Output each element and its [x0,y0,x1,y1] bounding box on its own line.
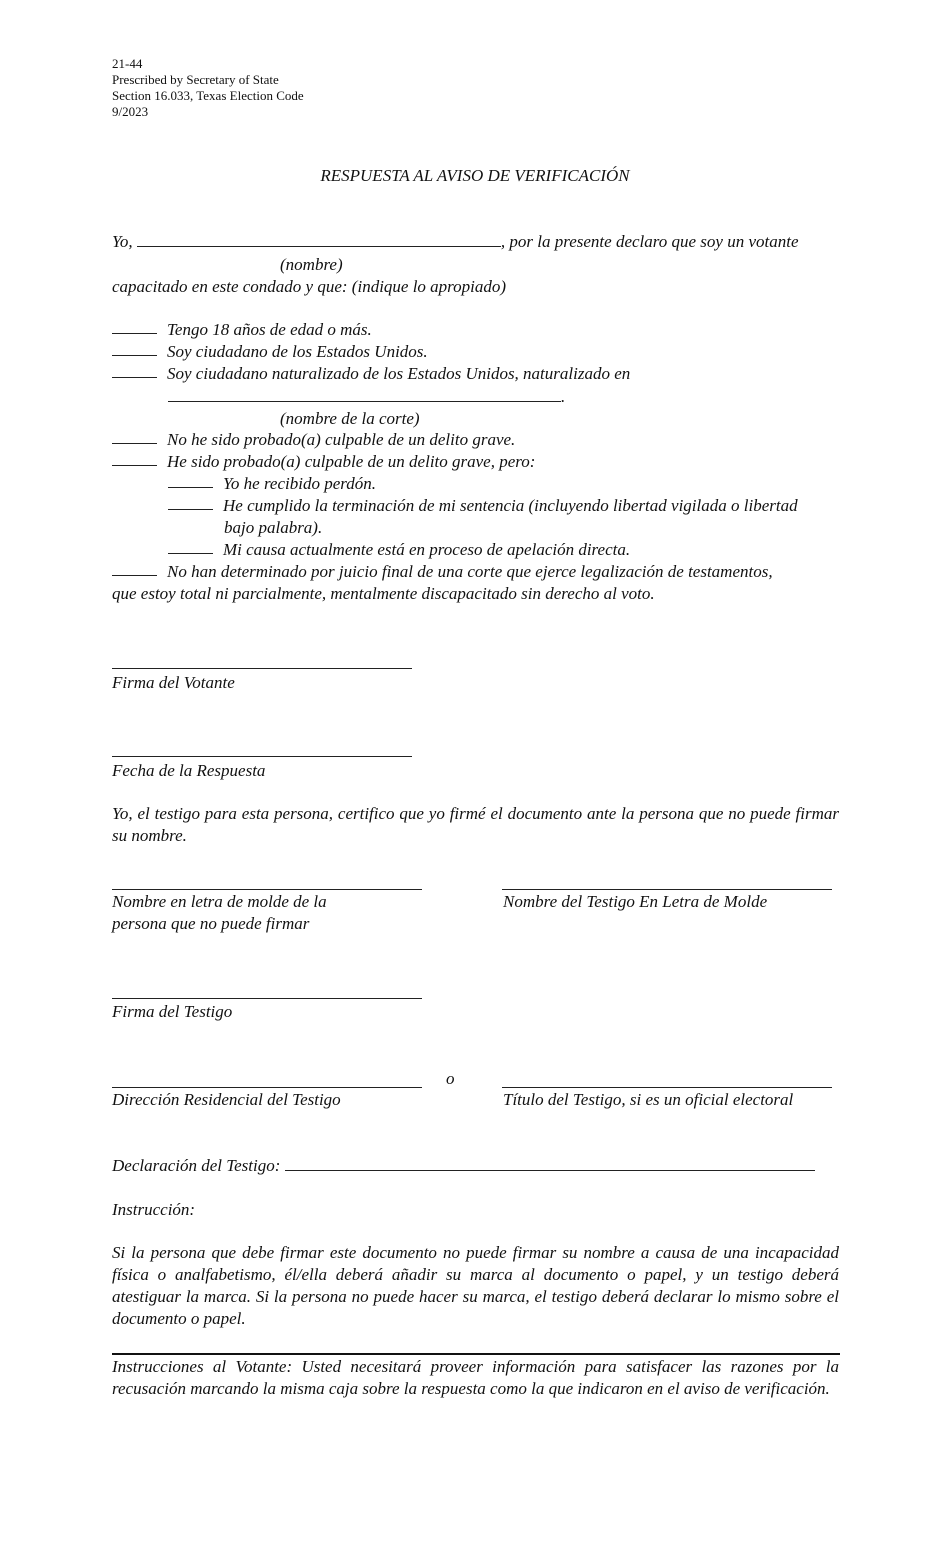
checkbox-convicted[interactable] [112,451,157,466]
witness-name-field[interactable] [502,889,832,890]
option-not-convicted-label: No he sido probado(a) culpable de un delito grave. [167,430,516,449]
witness-title-field[interactable] [502,1087,832,1088]
intro-line [112,231,799,253]
checkbox-mental[interactable] [112,561,157,576]
checkbox-age[interactable] [112,319,157,334]
divider [112,1353,840,1355]
response-date-label: Fecha de la Respuesta [112,761,266,780]
printed-name-label-1: Nombre en letra de molde de la [112,892,327,911]
checkbox-naturalized[interactable] [112,363,157,378]
witness-signature-label: Firma del Testigo [112,1002,233,1021]
option-sentence [168,495,798,517]
witness-title-label: Título del Testigo, si es un oficial electoral [503,1090,794,1109]
option-naturalized [112,363,630,385]
voter-signature-field[interactable] [112,668,412,669]
option-age [112,319,372,341]
form-header [112,56,304,120]
option-not-convicted [112,429,515,451]
witness-statement-line [112,1155,825,1177]
response-date-field[interactable] [112,756,412,757]
option-citizen-label: Soy ciudadano de los Estados Unidos. [167,342,428,361]
option-appeal [168,539,630,561]
option-pardon [168,473,376,495]
court-line: . [168,386,565,408]
page-title: RESPUESTA AL AVISO DE VERIFICACIÓN [320,166,630,185]
witness-name-label: Nombre del Testigo En Letra de Molde [503,892,768,911]
option-age-label: Tengo 18 años de edad o más. [167,320,372,339]
prescribed-by: Prescribed by Secretary of State [112,72,279,87]
checkbox-not-convicted[interactable] [112,429,157,444]
option-mental [112,561,773,583]
option-convicted-label: He sido probado(a) culpable de un delito grave, pero: [167,452,536,471]
name-caption: (nombre) [280,255,343,274]
option-citizen [112,341,428,363]
printed-name-label-2: persona que no puede firmar [112,914,310,933]
instruction-heading: Instrucción: [112,1200,196,1219]
court-caption: (nombre de la corte) [280,409,420,428]
option-convicted [112,451,535,473]
checkbox-sentence[interactable] [168,495,213,510]
option-naturalized-label: Soy ciudadano naturalizado de los Estados Unidos, naturalizado en [167,364,631,383]
voter-name-field[interactable] [137,232,501,247]
code-section: Section 16.033, Texas Election Code [112,88,304,103]
or-label: o [446,1069,455,1088]
option-sentence-label: He cumplido la terminación de mi sentencia (incluyendo libertad vigilada o libertad [223,496,798,515]
option-pardon-label: Yo he recibido perdón. [223,474,376,493]
intro-yo: Yo, [112,232,133,251]
checkbox-citizen[interactable] [112,341,157,356]
option-appeal-label: Mi causa actualmente está en proceso de apelación directa. [223,540,631,559]
intro-line-2: capacitado en este condado y que: (indique lo apropiado) [112,277,507,296]
witness-statement-field[interactable] [285,1156,815,1171]
option-sentence-label-2: bajo palabra). [224,518,323,537]
intro-declare: , por la presente declaro que soy un votante [500,232,799,251]
witness-statement-label: Declaración del Testigo: [112,1156,281,1175]
voter-signature-label: Firma del Votante [112,673,235,692]
witness-address-field[interactable] [112,1087,422,1088]
witness-certification: Yo, el testigo para esta persona, certifico que yo firmé el documento ante la persona que no puede firmar su nombre. [112,804,839,845]
printed-name-field[interactable] [112,889,422,890]
checkbox-pardon[interactable] [168,473,213,488]
form-date: 9/2023 [112,104,149,119]
option-mental-label-2: que estoy total ni parcialmente, mentalmente discapacitado sin derecho al voto. [112,584,655,603]
witness-address-label: Dirección Residencial del Testigo [112,1090,341,1109]
form-number: 21-44 [112,56,143,71]
court-name-field[interactable] [168,387,561,402]
voter-instructions: Instrucciones al Votante: Usted necesitará proveer información para satisfacer las razones por la recusación marcando la misma caja sobre la respuesta como la que indicaron en el aviso de verificación. [112,1357,839,1398]
instruction-body: Si la persona que debe firmar este documento no puede firmar su nombre a causa de una incapacidad física o analfabetismo, él/ella deberá añadir su marca al documento o papel, y un testigo deberá atestiguar la marca. Si la persona no puede hacer su marca, el testigo deberá declarar lo mismo sobre el documento o papel. [112,1243,839,1328]
checkbox-appeal[interactable] [168,539,213,554]
witness-signature-field[interactable] [112,998,422,999]
option-mental-label: No han determinado por juicio final de una corte que ejerce legalización de testamentos, [167,562,773,581]
